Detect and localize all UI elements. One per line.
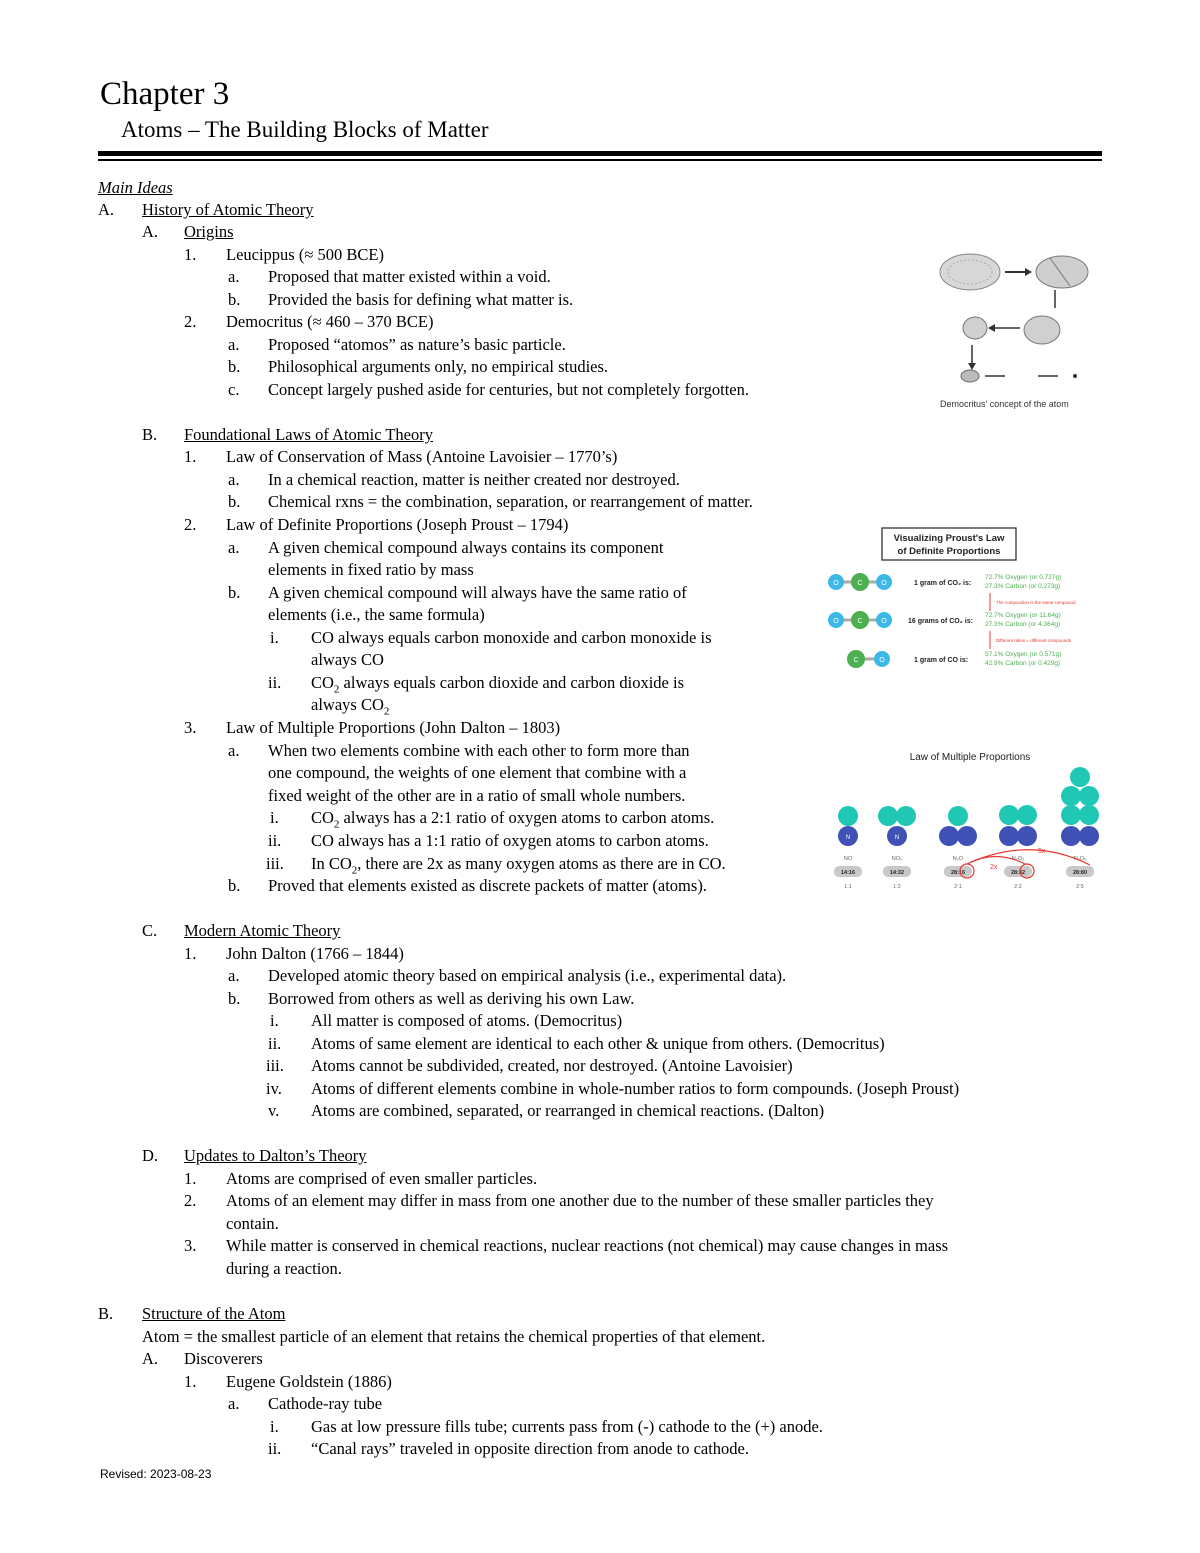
oxygen-atom bbox=[948, 806, 968, 826]
outline-item: Gas at low pressure fills tube; currents pass from (-) cathode to the (+) anode. bbox=[311, 1417, 823, 1436]
oxygen-atom bbox=[896, 806, 916, 826]
outline-marker: 1. bbox=[184, 245, 197, 264]
subsection-heading-foundational-laws: Foundational Laws of Atomic Theory bbox=[184, 425, 433, 444]
outline-item: Atoms of an element may differ in mass from one another due to the number of these smaller particles they bbox=[226, 1191, 934, 1210]
outline-item: CO always has a 1:1 ratio of oxygen atoms to carbon atoms. bbox=[311, 831, 709, 850]
outline-marker: b. bbox=[228, 583, 241, 602]
oxygen-atom bbox=[878, 806, 898, 826]
outline-item: Law of Multiple Proportions (John Dalton – 1803) bbox=[226, 718, 561, 737]
proust-row-label: 1 gram of CO is: bbox=[914, 657, 969, 664]
outline-marker: 3. bbox=[184, 1236, 197, 1255]
outline-marker: b. bbox=[228, 357, 241, 376]
outline-marker: 1. bbox=[184, 447, 197, 466]
header-rule-thick bbox=[98, 151, 1102, 156]
ratio-label: 1:1 bbox=[844, 884, 852, 890]
svg-text:14:16: 14:16 bbox=[840, 870, 856, 876]
outline-item: Law of Conservation of Mass (Antoine Lavoisier – 1770’s) bbox=[226, 447, 618, 466]
ratio-label: 2:1 bbox=[954, 884, 962, 890]
outline-item: Developed atomic theory based on empirical analysis (i.e., experimental data). bbox=[268, 966, 787, 985]
arrow-5x bbox=[967, 850, 1090, 865]
subsection-heading-modern-atomic-theory: Modern Atomic Theory bbox=[184, 921, 341, 940]
outline-item-continued: always $CO_2$ bbox=[311, 695, 390, 718]
oxygen-atom bbox=[1017, 805, 1037, 825]
outline-marker: i. bbox=[270, 808, 279, 827]
proust-title-line1: Visualizing Proust's Law bbox=[893, 533, 1005, 544]
proust-law-figure bbox=[822, 527, 1122, 675]
outline-marker: B. bbox=[98, 1304, 114, 1323]
oxygen-atom bbox=[1079, 805, 1099, 825]
proust-row-oxygen: 72.7% Oxygen (or 11.64g) bbox=[985, 612, 1061, 619]
chapter-title: Chapter 3 bbox=[100, 76, 230, 112]
svg-text:O: O bbox=[833, 580, 839, 587]
outline-marker: 2. bbox=[184, 1191, 197, 1210]
molecule-n2o bbox=[939, 806, 977, 846]
proust-row-carbon: 27.3% Carbon (or 4.364g) bbox=[985, 621, 1061, 628]
proust-row-carbon: 27.3% Carbon (or 0.273g) bbox=[985, 583, 1061, 590]
outline-item: $CO_2$ always has a 2:1 ratio of oxygen atoms to carbon atoms. bbox=[311, 808, 715, 831]
proust-row-oxygen: 72.7% Oxygen (or 0.727g) bbox=[985, 574, 1062, 581]
outline-item-continued: elements (i.e., the same formula) bbox=[268, 605, 485, 624]
outline-item: In a chemical reaction, matter is neither created nor destroyed. bbox=[268, 470, 680, 489]
outline-item: CO always equals carbon monoxide and carbon monoxide is bbox=[311, 628, 712, 647]
outline-item: Borrowed from others as well as deriving his own Law. bbox=[268, 989, 635, 1008]
outline-item: “Canal rays” traveled in opposite direction from anode to cathode. bbox=[311, 1439, 750, 1458]
outline-item: Concept largely pushed aside for centuries, but not completely forgotten. bbox=[268, 380, 749, 399]
svg-text:28:32: 28:32 bbox=[1010, 870, 1026, 876]
outline-marker: 2. bbox=[184, 312, 197, 331]
outline-item: Atoms cannot be subdivided, created, nor destroyed. (Antoine Lavoisier) bbox=[311, 1056, 793, 1075]
svg-text:O: O bbox=[833, 618, 839, 625]
outline-item: When two elements combine with each other to form more than bbox=[268, 741, 690, 760]
outline-marker: i. bbox=[270, 1417, 279, 1436]
nitrogen-atom bbox=[1079, 826, 1099, 846]
outline-marker: a. bbox=[228, 1394, 240, 1413]
outline-item: Proved that elements existed as discrete packets of matter (atoms). bbox=[268, 876, 707, 895]
outline-item: Atoms are comprised of even smaller particles. bbox=[226, 1169, 538, 1188]
svg-text:O: O bbox=[881, 618, 887, 625]
outline-marker: a. bbox=[228, 470, 240, 489]
democritus-caption: Democritus' concept of the atom bbox=[940, 399, 1069, 409]
svg-text:N: N bbox=[845, 835, 851, 841]
oxygen-atom bbox=[1079, 786, 1099, 806]
outline-marker: A. bbox=[142, 1349, 159, 1368]
outline-marker: v. bbox=[268, 1101, 280, 1120]
outline-marker: ii. bbox=[268, 1034, 282, 1053]
outline-item-continued: during a reaction. bbox=[226, 1259, 342, 1278]
outline-marker: iv. bbox=[266, 1079, 282, 1098]
outline-marker: 1. bbox=[184, 1372, 197, 1391]
oxygen-atom bbox=[1061, 805, 1081, 825]
outline-item-continued: contain. bbox=[226, 1214, 279, 1233]
outline-item: Provided the basis for defining what matter is. bbox=[268, 290, 574, 309]
molecule-n2o5 bbox=[1061, 767, 1099, 846]
revised-date: Revised: 2023-08-23 bbox=[100, 1467, 212, 1481]
multiple-proportions-title: Law of Multiple Proportions bbox=[909, 752, 1031, 763]
svg-text:28:16: 28:16 bbox=[950, 870, 966, 876]
outline-marker: ii. bbox=[268, 831, 282, 850]
outline-marker: 2. bbox=[184, 515, 197, 534]
outline-marker: iii. bbox=[266, 1056, 284, 1075]
outline-item: Democritus (≈ 460 – 370 BCE) bbox=[226, 312, 434, 331]
svg-text:28:80: 28:80 bbox=[1072, 870, 1088, 876]
outline-item-continued: always CO bbox=[311, 650, 384, 669]
outline-marker: b. bbox=[228, 492, 241, 511]
header-rule-thin bbox=[98, 159, 1102, 161]
proust-row-label: 16 grams of CO₂ is: bbox=[908, 618, 973, 625]
grain-illustration bbox=[961, 370, 979, 382]
proust-note-different: Different ratios = different compounds bbox=[996, 638, 1072, 643]
outline-marker: 3. bbox=[184, 718, 197, 737]
svg-text:O: O bbox=[879, 657, 885, 664]
outline-marker: b. bbox=[228, 290, 241, 309]
svg-text:N: N bbox=[894, 835, 900, 841]
outline-marker: 1. bbox=[184, 944, 197, 963]
outline-marker: i. bbox=[270, 1011, 279, 1030]
outline-marker: b. bbox=[228, 989, 241, 1008]
outline-item: Proposed that matter existed within a void. bbox=[268, 267, 551, 286]
outline-marker: 1. bbox=[184, 1169, 197, 1188]
outline-marker: ii. bbox=[268, 1439, 282, 1458]
svg-text:C: C bbox=[853, 657, 859, 664]
outline-item-continued: one compound, the weights of one element that combine with a bbox=[268, 763, 687, 782]
outline-item: A given chemical compound will always have the same ratio of bbox=[268, 583, 687, 602]
arrow-head bbox=[988, 324, 995, 332]
proust-note-same: The composition is the same compound bbox=[996, 600, 1076, 605]
outline-marker: a. bbox=[228, 335, 240, 354]
arrow-head bbox=[1025, 268, 1032, 276]
nitrogen-atom bbox=[957, 826, 977, 846]
outline-marker: B. bbox=[142, 425, 158, 444]
democritus-figure bbox=[930, 250, 1100, 415]
outline-item: Eugene Goldstein (1886) bbox=[226, 1372, 392, 1391]
rock-illustration bbox=[940, 254, 1000, 290]
co2-molecule bbox=[828, 611, 892, 629]
atom-dot bbox=[1073, 374, 1077, 378]
proust-title-line2: of Definite Proportions bbox=[897, 546, 1001, 557]
multiple-proportions-figure bbox=[830, 745, 1110, 905]
ratio-label: 2:2 bbox=[1014, 884, 1022, 890]
co2-molecule bbox=[828, 573, 892, 591]
formula-label: NO₂ bbox=[891, 856, 903, 862]
arrow-head bbox=[968, 363, 976, 370]
main-ideas-heading: Main Ideas bbox=[98, 178, 173, 197]
oxygen-atom bbox=[838, 806, 858, 826]
outline-marker: b. bbox=[228, 876, 241, 895]
arrow-2x-label: 2x bbox=[990, 864, 998, 871]
proust-row-oxygen: 57.1% Oxygen (or 0.571g) bbox=[985, 651, 1062, 658]
outline-item: Atoms of same element are identical to each other & unique from others. (Democritus) bbox=[311, 1034, 885, 1053]
outline-marker: ii. bbox=[268, 673, 282, 692]
oxygen-atom bbox=[999, 805, 1019, 825]
svg-text:O: O bbox=[881, 580, 887, 587]
outline-marker: C. bbox=[142, 921, 158, 940]
atom-definition: Atom = the smallest particle of an element that retains the chemical properties of that element. bbox=[142, 1327, 766, 1346]
formula-label: N₂O₅ bbox=[1073, 856, 1087, 862]
oxygen-atom bbox=[1061, 786, 1081, 806]
nitrogen-atom bbox=[939, 826, 959, 846]
outline-marker: i. bbox=[270, 628, 279, 647]
fragment-illustration bbox=[963, 316, 1060, 344]
outline-item: Atoms are combined, separated, or rearranged in chemical reactions. (Dalton) bbox=[311, 1101, 825, 1120]
section-heading-history: History of Atomic Theory bbox=[142, 200, 314, 219]
molecule-no bbox=[838, 806, 858, 846]
formula-label: N₂O bbox=[952, 856, 964, 862]
arrow-5x-label: 5x bbox=[1038, 848, 1046, 855]
outline-item: Atoms of different elements combine in whole-number ratios to form compounds. (Joseph Proust) bbox=[311, 1079, 960, 1098]
outline-marker: a. bbox=[228, 538, 240, 557]
outline-marker: a. bbox=[228, 966, 240, 985]
outline-marker: a. bbox=[228, 267, 240, 286]
outline-marker: D. bbox=[142, 1146, 159, 1165]
outline-marker: c. bbox=[228, 380, 240, 399]
outline-marker: A. bbox=[142, 222, 159, 241]
outline-item: Philosophical arguments only, no empirical studies. bbox=[268, 357, 609, 376]
outline-item-continued: fixed weight of the other are in a ratio of small whole numbers. bbox=[268, 786, 686, 805]
outline-item: Proposed “atomos” as nature’s basic particle. bbox=[268, 335, 566, 354]
svg-text:14:32: 14:32 bbox=[889, 870, 905, 876]
molecule-no2 bbox=[878, 806, 916, 846]
outline-item: Leucippus (≈ 500 BCE) bbox=[226, 245, 384, 264]
outline-item: Law of Definite Proportions (Joseph Proust – 1794) bbox=[226, 515, 569, 534]
outline-item: Chemical rxns = the combination, separation, or rearrangement of matter. bbox=[268, 492, 753, 511]
section-heading-structure: Structure of the Atom bbox=[142, 1304, 286, 1323]
formula-label: N₂O₂ bbox=[1011, 856, 1025, 862]
outline-item: $CO_2$ always equals carbon dioxide and carbon dioxide is bbox=[311, 673, 684, 696]
oxygen-atom bbox=[1070, 767, 1090, 787]
subsection-heading-updates: Updates to Dalton’s Theory bbox=[184, 1146, 367, 1165]
subsection-heading-origins: Origins bbox=[184, 222, 234, 241]
proust-row-carbon: 42.9% Carbon (or 0.429g) bbox=[985, 660, 1061, 667]
svg-text:C: C bbox=[857, 618, 863, 625]
outline-marker: A. bbox=[98, 200, 115, 219]
outline-marker: iii. bbox=[266, 854, 284, 873]
ratio-label: 2:5 bbox=[1076, 884, 1084, 890]
broken-rock-illustration bbox=[1036, 256, 1088, 288]
proust-row-label: 1 gram of CO₂ is: bbox=[914, 580, 972, 587]
molecule-n2o2 bbox=[999, 805, 1037, 846]
svg-text:C: C bbox=[857, 580, 863, 587]
outline-marker: a. bbox=[228, 741, 240, 760]
outline-item: A given chemical compound always contains its component bbox=[268, 538, 664, 557]
outline-item-continued: elements in fixed ratio by mass bbox=[268, 560, 474, 579]
formula-label: NO bbox=[843, 856, 853, 862]
outline-item: In $CO_2$, there are 2x as many oxygen atoms as there are in CO. bbox=[311, 854, 726, 877]
ratio-label: 1:2 bbox=[893, 884, 901, 890]
nitrogen-atom bbox=[999, 826, 1019, 846]
outline-item: All matter is composed of atoms. (Democritus) bbox=[311, 1011, 623, 1030]
outline-item: While matter is conserved in chemical reactions, nuclear reactions (not chemical) may cause changes in mass bbox=[226, 1236, 949, 1255]
outline-item: John Dalton (1766 – 1844) bbox=[226, 944, 404, 963]
chapter-subtitle: Atoms – The Building Blocks of Matter bbox=[121, 117, 489, 142]
outline-item: Discoverers bbox=[184, 1349, 263, 1368]
outline-item: Cathode-ray tube bbox=[268, 1394, 383, 1413]
nitrogen-atom bbox=[1061, 826, 1081, 846]
nitrogen-atom bbox=[1017, 826, 1037, 846]
co-molecule bbox=[847, 650, 890, 668]
